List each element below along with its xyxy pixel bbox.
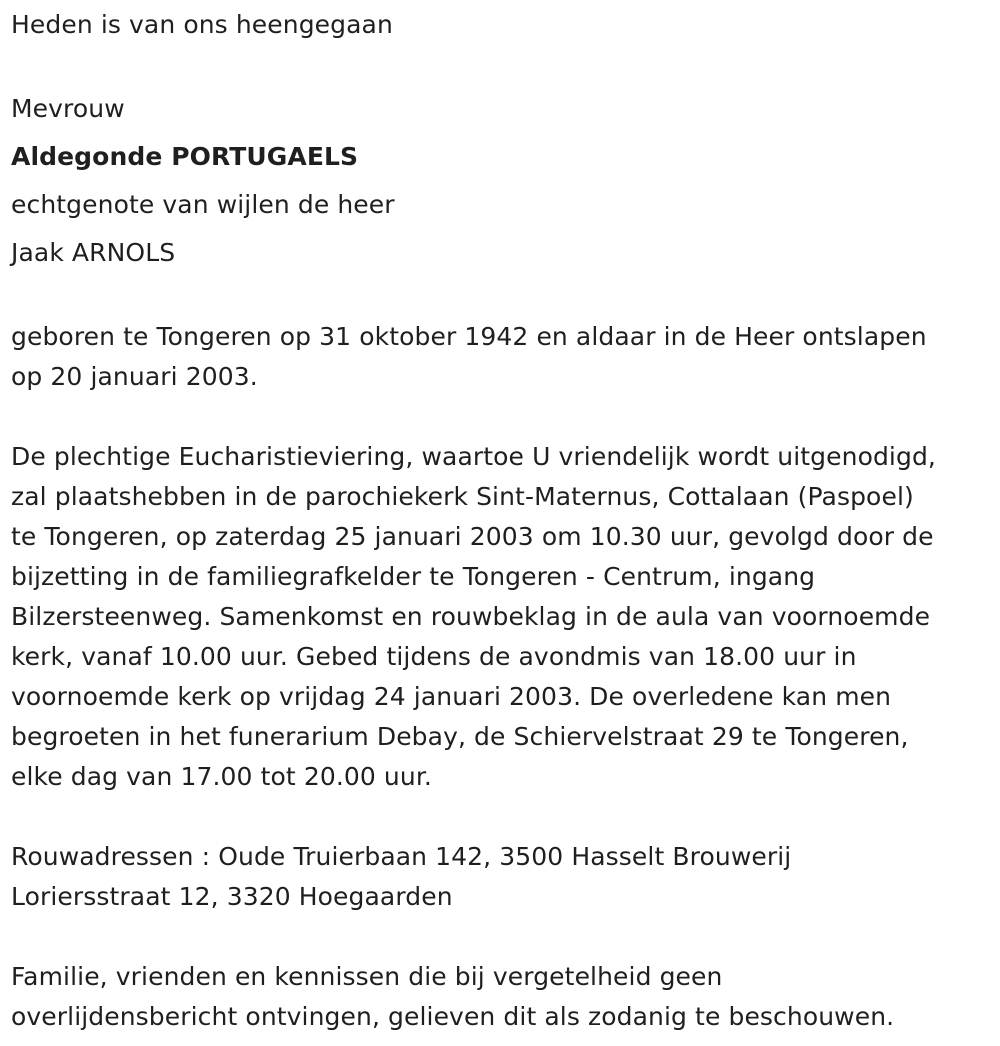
deceased-name: Aldegonde PORTUGAELS: [11, 142, 359, 171]
spacer: [11, 277, 986, 317]
paragraph-line: op 20 januari 2003.: [11, 362, 258, 391]
paragraph-line: Rouwadressen : Oude Truierbaan 142, 3500 Hasselt Brouwerij: [11, 842, 792, 871]
birth-paragraph: [11, 317, 986, 397]
address-paragraph: [11, 837, 986, 917]
spacer: [11, 917, 986, 957]
paragraph-line: Bilzersteenweg. Samenkomst en rouwbeklag in de aula van voornoemde: [11, 602, 931, 631]
paragraph-line: te Tongeren, op zaterdag 25 januari 2003 om 10.30 uur, gevolgd door de: [11, 522, 934, 551]
relation-line: echtgenote van wijlen de heer: [11, 190, 395, 219]
obituary-notice: [11, 5, 986, 1037]
spacer: [11, 397, 986, 437]
spacer: [11, 797, 986, 837]
spacer: [11, 45, 986, 85]
ceremony-paragraph: [11, 437, 986, 797]
paragraph-line: voornoemde kerk op vrijdag 24 januari 2003. De overledene kan men: [11, 682, 892, 711]
paragraph-line: kerk, vanaf 10.00 uur. Gebed tijdens de avondmis van 18.00 uur in: [11, 642, 857, 671]
paragraph-line: bijzetting in de familiegrafkelder te Tongeren - Centrum, ingang: [11, 562, 816, 591]
paragraph-line: geboren te Tongeren op 31 oktober 1942 en aldaar in de Heer ontslapen: [11, 322, 927, 351]
paragraph-line: zal plaatshebben in de parochiekerk Sint-Maternus, Cottalaan (Paspoel): [11, 482, 914, 511]
spouse-name: Jaak ARNOLS: [11, 238, 176, 267]
title-line: Mevrouw: [11, 94, 125, 123]
paragraph-line: De plechtige Eucharistieviering, waartoe U vriendelijk wordt uitgenodigd,: [11, 442, 936, 471]
closing-paragraph: [11, 957, 986, 1037]
paragraph-line: elke dag van 17.00 tot 20.00 uur.: [11, 762, 432, 791]
paragraph-line: begroeten in het funerarium Debay, de Schiervelstraat 29 te Tongeren,: [11, 722, 909, 751]
intro-line: Heden is van ons heengegaan: [11, 10, 393, 39]
paragraph-line: Familie, vrienden en kennissen die bij vergetelheid geen: [11, 962, 723, 991]
paragraph-line: overlijdensbericht ontvingen, gelieven dit als zodanig te beschouwen.: [11, 1002, 895, 1031]
paragraph-line: Loriersstraat 12, 3320 Hoegaarden: [11, 882, 453, 911]
